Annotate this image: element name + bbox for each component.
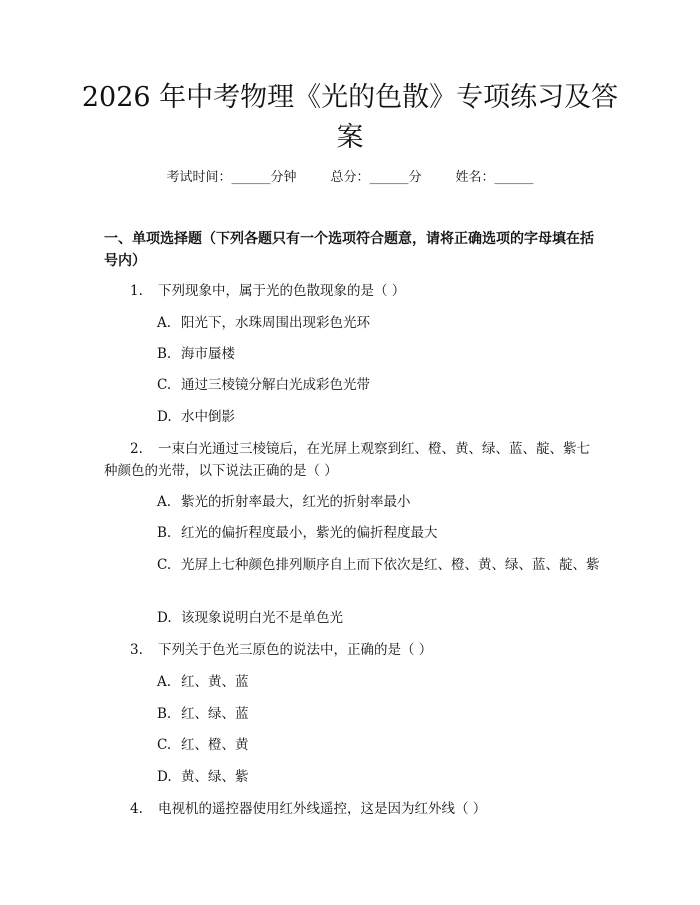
option-3d: D. 黄、绿、紫 <box>157 769 249 785</box>
option-1d: D. 水中倒影 <box>157 409 235 425</box>
exam-time-field: 考试时间：______分钟 <box>166 170 297 185</box>
question-number: 1. <box>130 283 143 299</box>
question-1 <box>104 280 600 302</box>
page-title: 2026 年中考物理《光的色散》专项练习及答案 <box>81 82 619 153</box>
question-number: 2. <box>130 441 143 457</box>
option-3b: B. 红、绿、蓝 <box>157 706 249 722</box>
option-2d: D. 该现象说明白光不是单色光 <box>157 610 343 626</box>
question-3 <box>104 639 600 661</box>
question-text: 电视机的遥控器使用红外线遥控，这是因为红外线（ ） <box>158 801 487 817</box>
option-1b: B. 海市蜃楼 <box>157 346 235 362</box>
option-3a: A. 红、黄、蓝 <box>157 674 249 690</box>
section-heading: 一、单项选择题（下列各题只有一个选项符合题意，请将正确选项的字母填在括号内） <box>104 231 594 269</box>
question-text: 下列关于色光三原色的说法中，正确的是（ ） <box>158 642 433 658</box>
exam-meta <box>0 168 700 188</box>
option-2b: B. 红光的偏折程度最小，紫光的偏折程度最大 <box>157 525 438 541</box>
option-2c: C. 光屏上七种颜色排列顺序自上而下依次是红、橙、黄、绿、蓝、靛、紫 <box>157 557 600 573</box>
question-4 <box>104 798 600 820</box>
option-2a: A. 紫光的折射率最大，红光的折射率最小 <box>157 494 411 510</box>
question-text: 一束白光通过三棱镜后，在光屏上观察到红、橙、黄、绿、蓝、靛、紫七种颜色的光带，以下说法正确的是（ ） <box>104 441 590 479</box>
option-1a: A. 阳光下，水珠周围出现彩色光环 <box>157 315 370 331</box>
option-3c: C. 红、橙、黄 <box>157 737 249 753</box>
question-number: 3. <box>130 642 143 658</box>
option-1c: C. 通过三棱镜分解白光成彩色光带 <box>157 377 370 393</box>
question-2 <box>104 438 600 482</box>
total-score-field: 总分：______分 <box>330 170 422 185</box>
name-field: 姓名：______ <box>455 170 534 185</box>
question-text: 下列现象中，属于光的色散现象的是（ ） <box>158 283 406 299</box>
question-number: 4. <box>130 801 143 817</box>
